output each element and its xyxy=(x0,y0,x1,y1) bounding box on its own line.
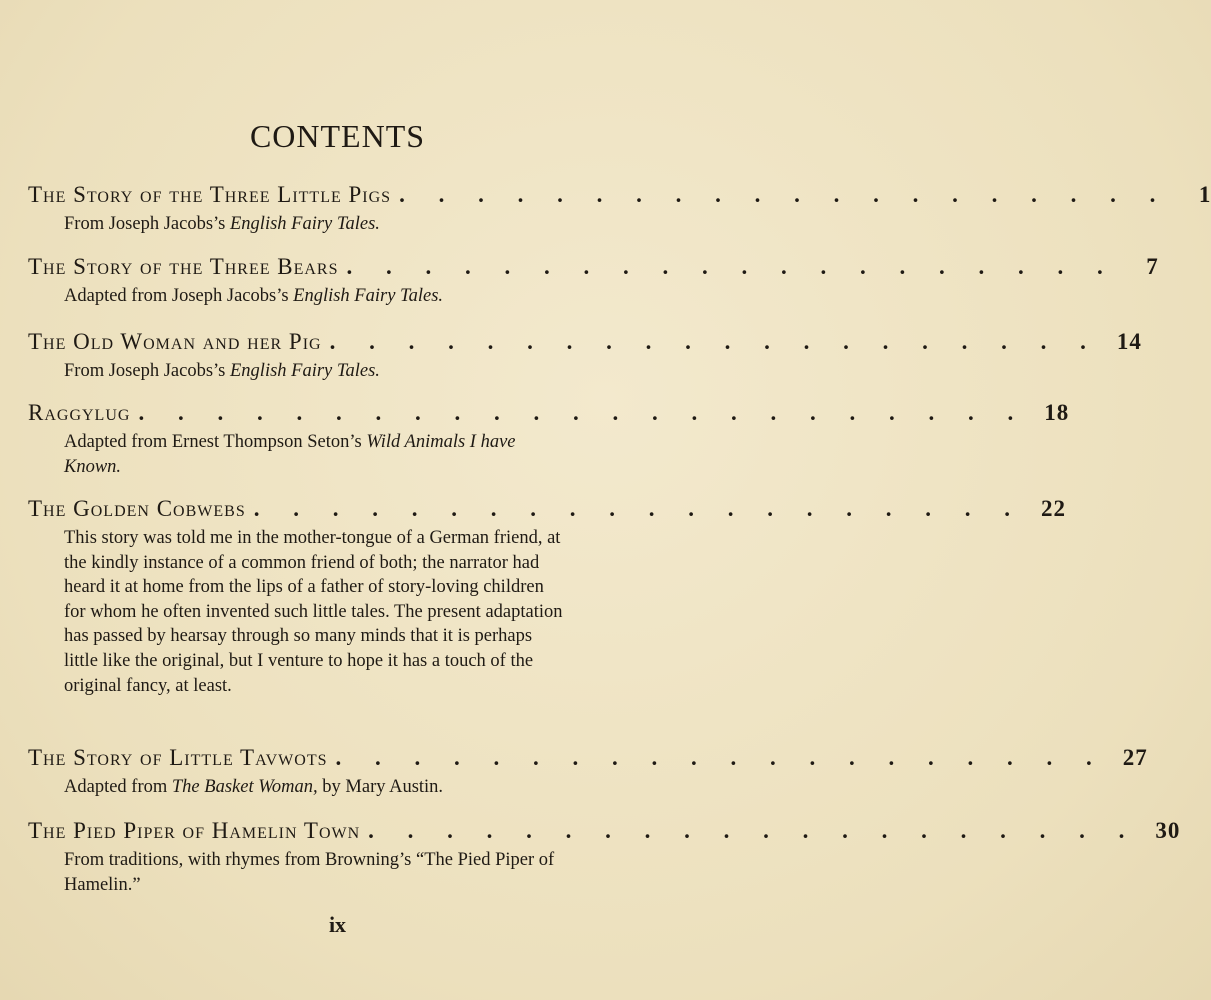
dot-leader: . . . . . . . . . . . . . . . . . . . . xyxy=(253,496,1024,521)
entry-title: The Story of the Three Bears xyxy=(28,254,339,279)
entry-page-number: 14 xyxy=(1116,329,1142,354)
toc-entry xyxy=(28,496,1066,698)
toc-entry xyxy=(28,329,1142,384)
dot-leader: . . . . . . . . . . . . . . . . . . . . xyxy=(346,254,1117,279)
entry-page-number: 22 xyxy=(1040,496,1066,521)
entry-page-number: 7 xyxy=(1146,254,1159,279)
entry-description: From traditions, with rhymes from Browning’s “The Pied Piper of Hamelin.” xyxy=(64,850,555,895)
dot-leader: . . . . . . . . . . . . . . . . . . . . . . . xyxy=(138,400,1028,425)
entry-description: This story was told me in the mother-tongue of a German friend, at the kindly instance of a common friend of both; the narrator had heard it at home from the lips of a father of story-loving children for whom he often invented such little tales. The present adaptation has passed by hearsay through so many minds that it is perhaps little like the original, but I venture to hope it has a touch of the original fancy, at least. xyxy=(64,528,563,696)
entry-title: The Story of Little Tavwots xyxy=(28,745,328,770)
entry-title: The Golden Cobwebs xyxy=(28,496,246,521)
entry-description: From Joseph Jacobs’s English Fairy Tales. xyxy=(64,361,380,381)
page-folio: ix xyxy=(328,912,347,937)
entry-page-number: 18 xyxy=(1044,400,1070,425)
toc-entry xyxy=(28,818,1181,897)
entry-title: Raggylug xyxy=(28,400,131,425)
toc-entry xyxy=(28,254,1159,309)
entry-page-number: 30 xyxy=(1155,818,1181,843)
dot-leader: . . . . . . . . . . . . . . . . . . . . xyxy=(335,745,1106,770)
toc-entry xyxy=(28,400,1070,479)
dot-leader: . . . . . . . . . . . . . . . . . . . . xyxy=(329,329,1100,354)
entry-page-number: 1 xyxy=(1198,182,1211,207)
entry-page-number: 27 xyxy=(1122,745,1148,770)
entry-description: Adapted from Joseph Jacobs’s English Fairy Tales. xyxy=(64,286,444,306)
entry-description: Adapted from Ernest Thompson Seton’s Wild Animals I have Known. xyxy=(64,432,516,477)
toc-entry xyxy=(28,745,1148,800)
dot-leader: . . . . . . . . . . . . . . . . . . . . xyxy=(368,818,1139,843)
toc-entry xyxy=(28,182,1211,237)
contents-heading: CONTENTS xyxy=(249,118,426,154)
entry-title: The Old Woman and her Pig xyxy=(28,329,322,354)
entry-description: From Joseph Jacobs’s English Fairy Tales. xyxy=(64,214,380,234)
entry-title: The Story of the Three Little Pigs xyxy=(28,182,392,207)
entry-description: Adapted from The Basket Woman, by Mary Austin. xyxy=(64,777,444,797)
entry-title: The Pied Piper of Hamelin Town xyxy=(28,818,361,843)
dot-leader: . . . . . . . . . . . . . . . . . . . . xyxy=(399,182,1170,207)
